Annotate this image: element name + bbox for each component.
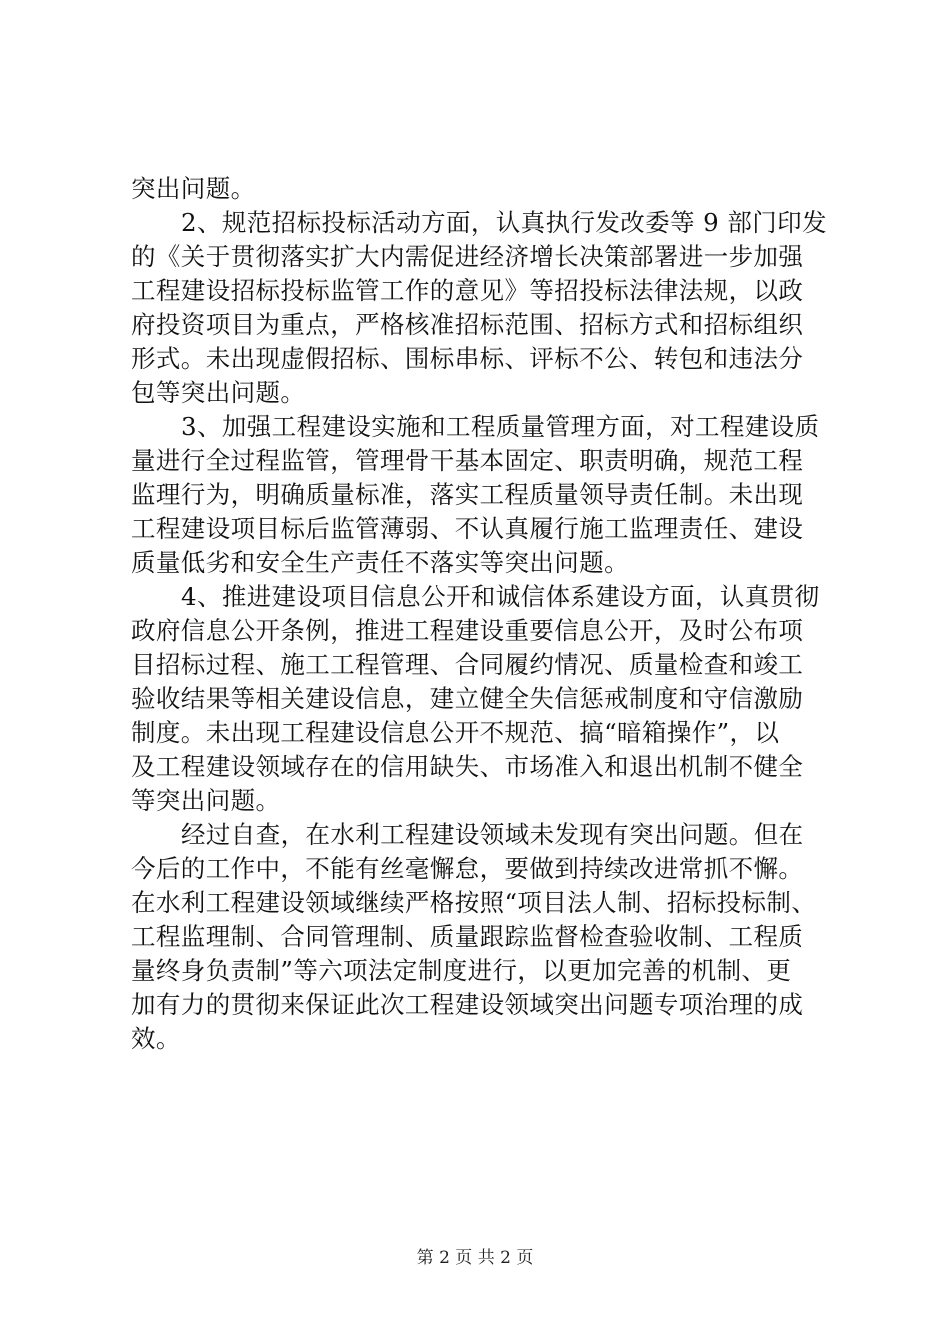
- text-line: 等突出问题。: [131, 786, 281, 815]
- text-line: 今后的工作中，不能有丝毫懈怠，要做到持续改进常抓不懈。: [131, 854, 804, 883]
- text-line: 工程监理制、合同管理制、质量跟踪监督检查验收制、工程质: [131, 922, 804, 951]
- text-line: 质量低劣和安全生产责任不落实等突出问题。: [131, 548, 629, 577]
- text-line: 工程建设项目标后监管薄弱、不认真履行施工监理责任、建设: [131, 514, 804, 543]
- text-line: 及工程建设领域存在的信用缺失、市场准入和退出机制不健全: [131, 752, 804, 781]
- text-line: 政府信息公开条例，推进工程建设重要信息公开，及时公布项: [131, 616, 804, 645]
- text-line: 加有力的贯彻来保证此次工程建设领域突出问题专项治理的成: [131, 990, 804, 1019]
- text-line: 目招标过程、施工工程管理、合同履约情况、质量检查和竣工: [131, 650, 804, 679]
- text-line: 工程建设招标投标监管工作的意见》等招投标法律法规，以政: [131, 276, 804, 305]
- text-line: 4、推进建设项目信息公开和诚信体系建设方面，认真贯彻: [181, 582, 820, 611]
- text-line: 量终身负责制”等六项法定制度进行，以更加完善的机制、更: [131, 956, 792, 985]
- text-line: 的《关于贯彻落实扩大内需促进经济增长决策部署进一步加强: [131, 242, 804, 271]
- page-number-footer: 第 2 页 共 2 页: [416, 1248, 534, 1268]
- text-line: 突出问题。: [131, 174, 256, 203]
- text-line: 形式。未出现虚假招标、围标串标、评标不公、转包和违法分: [131, 344, 804, 373]
- text-line: 制度。未出现工程建设信息公开不规范、搞“暗箱操作”，以: [131, 718, 780, 747]
- document-body: [131, 172, 831, 1056]
- text-line: 量进行全过程监管，管理骨干基本固定、职责明确，规范工程: [131, 446, 804, 475]
- text-line: 验收结果等相关建设信息，建立健全失信惩戒制度和守信激励: [131, 684, 804, 713]
- text-line: 在水利工程建设领域继续严格按照“项目法人制、招标投标制、: [131, 888, 817, 917]
- text-line: 效。: [131, 1024, 181, 1053]
- text-line: 3、加强工程建设实施和工程质量管理方面，对工程建设质: [181, 412, 820, 441]
- text-line: 监理行为，明确质量标准，落实工程质量领导责任制。未出现: [131, 480, 804, 509]
- text-line: 经过自查，在水利工程建设领域未发现有突出问题。但在: [181, 820, 804, 849]
- text-line: 府投资项目为重点，严格核准招标范围、招标方式和招标组织: [131, 310, 804, 339]
- text-line: 包等突出问题。: [131, 378, 306, 407]
- text-line: 2、规范招标投标活动方面，认真执行发改委等 9 部门印发: [181, 208, 827, 237]
